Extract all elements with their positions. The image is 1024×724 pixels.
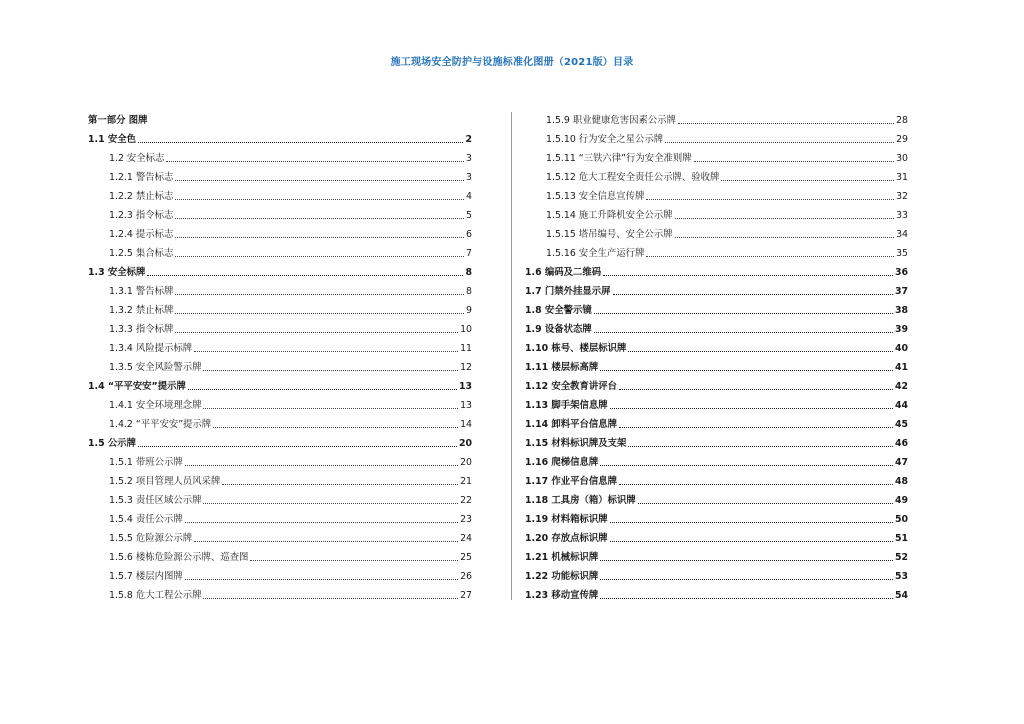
toc-entry-page-number: 26 bbox=[460, 571, 472, 582]
toc-entry-page-number: 49 bbox=[894, 495, 908, 506]
toc-entry[interactable] bbox=[525, 393, 908, 412]
toc-entry[interactable] bbox=[525, 184, 908, 203]
toc-entry-page-number: 48 bbox=[894, 476, 908, 487]
toc-entry[interactable] bbox=[525, 222, 908, 241]
toc-entry-label: 1.23 移动宣传牌 bbox=[525, 590, 599, 601]
dot-leader bbox=[185, 579, 458, 580]
part-heading-label: 第一部分 图牌 bbox=[88, 115, 148, 126]
dot-leader bbox=[138, 446, 457, 447]
toc-entry-label: 1.5.13 安全信息宣传牌 bbox=[546, 191, 645, 202]
toc-right-list bbox=[525, 108, 908, 602]
toc-entry[interactable] bbox=[88, 241, 472, 260]
toc-entry-label: 1.2 安全标志 bbox=[109, 153, 165, 164]
toc-entry[interactable] bbox=[525, 526, 908, 545]
toc-entry[interactable] bbox=[525, 507, 908, 526]
toc-entry-label: 1.6 编码及二维码 bbox=[525, 267, 602, 278]
dot-leader bbox=[638, 503, 893, 504]
toc-entry-label: 1.10 栋号、楼层标识牌 bbox=[525, 343, 627, 354]
toc-entry[interactable] bbox=[88, 545, 472, 564]
toc-entry[interactable] bbox=[88, 203, 472, 222]
toc-entry[interactable] bbox=[88, 184, 472, 203]
toc-entry-page-number: 51 bbox=[894, 533, 908, 544]
toc-entry[interactable] bbox=[525, 127, 908, 146]
toc-entry-label: 1.14 卸料平台信息牌 bbox=[525, 419, 618, 430]
dot-leader bbox=[175, 332, 458, 333]
toc-entry-label: 1.3.3 指令标牌 bbox=[109, 324, 174, 335]
dot-leader bbox=[594, 332, 893, 333]
toc-entry-label: 1.5.16 安全生产运行牌 bbox=[546, 248, 645, 259]
dot-leader bbox=[185, 522, 458, 523]
dot-leader bbox=[594, 313, 893, 314]
toc-entry[interactable] bbox=[88, 298, 472, 317]
toc-entry[interactable] bbox=[525, 241, 908, 260]
dot-leader bbox=[613, 294, 893, 295]
toc-entry-label: 1.5.11 “三铁六律”行为安全准则牌 bbox=[546, 153, 692, 164]
toc-entry-label: 1.5.15 塔吊编号、安全公示牌 bbox=[546, 229, 673, 240]
toc-entry[interactable] bbox=[88, 222, 472, 241]
toc-entry-page-number: 4 bbox=[466, 191, 472, 202]
dot-leader bbox=[675, 237, 895, 238]
toc-entry-label: 1.20 存放点标识牌 bbox=[525, 533, 608, 544]
toc-entry[interactable] bbox=[525, 450, 908, 469]
toc-entry[interactable] bbox=[525, 412, 908, 431]
toc-entry-page-number: 37 bbox=[894, 286, 908, 297]
toc-entry-label: 1.5.10 行为安全之星公示牌 bbox=[546, 134, 664, 145]
toc-entry-page-number: 39 bbox=[894, 324, 908, 335]
dot-leader bbox=[203, 370, 458, 371]
toc-entry-label: 1.4 “平平安安”提示牌 bbox=[88, 381, 186, 392]
dot-leader bbox=[203, 408, 458, 409]
toc-entry-page-number: 20 bbox=[458, 438, 472, 449]
toc-right-column bbox=[525, 108, 908, 602]
dot-leader bbox=[665, 142, 894, 143]
toc-entry-label: 1.5.5 危险源公示牌 bbox=[109, 533, 193, 544]
toc-entry[interactable] bbox=[88, 374, 472, 393]
dot-leader bbox=[166, 161, 464, 162]
toc-entry-page-number: 36 bbox=[894, 267, 908, 278]
toc-entry[interactable] bbox=[88, 279, 472, 298]
toc-entry-label: 1.5 公示牌 bbox=[88, 438, 136, 449]
dot-leader bbox=[694, 161, 894, 162]
dot-leader bbox=[175, 294, 464, 295]
dot-leader bbox=[175, 218, 464, 219]
toc-entry-page-number: 13 bbox=[460, 400, 472, 411]
dot-leader bbox=[600, 579, 893, 580]
toc-entry-label: 1.1 安全色 bbox=[88, 134, 136, 145]
page-title: 施工现场安全防护与设施标准化图册（2021版）目录 bbox=[390, 57, 634, 68]
dot-leader bbox=[721, 180, 894, 181]
toc-entry[interactable] bbox=[88, 127, 472, 146]
dot-leader bbox=[610, 522, 893, 523]
dot-leader bbox=[675, 218, 895, 219]
toc-entry[interactable] bbox=[525, 260, 908, 279]
toc-entry-page-number: 6 bbox=[466, 229, 472, 240]
toc-entry-page-number: 47 bbox=[894, 457, 908, 468]
dot-leader bbox=[188, 389, 457, 390]
toc-entry[interactable] bbox=[525, 317, 908, 336]
dot-leader bbox=[175, 313, 464, 314]
toc-entry-page-number: 25 bbox=[460, 552, 472, 563]
toc-entry-label: 1.5.1 带班公示牌 bbox=[109, 457, 183, 468]
dot-leader bbox=[175, 256, 464, 257]
dot-leader bbox=[175, 199, 464, 200]
dot-leader bbox=[222, 484, 458, 485]
toc-entry-label: 1.2.5 集合标志 bbox=[109, 248, 174, 259]
toc-entry-page-number: 32 bbox=[896, 191, 908, 202]
toc-entry[interactable] bbox=[525, 203, 908, 222]
dot-leader bbox=[213, 427, 458, 428]
toc-entry-label: 1.7 门禁外挂显示屏 bbox=[525, 286, 611, 297]
toc-entry-page-number: 23 bbox=[460, 514, 472, 525]
toc-entry[interactable] bbox=[525, 564, 908, 583]
dot-leader bbox=[610, 541, 893, 542]
toc-entry-label: 1.3.1 警告标牌 bbox=[109, 286, 174, 297]
dot-leader bbox=[610, 408, 893, 409]
toc-entry-page-number: 53 bbox=[894, 571, 908, 582]
dot-leader bbox=[600, 560, 893, 561]
toc-entry-page-number: 44 bbox=[894, 400, 908, 411]
toc-left-column bbox=[88, 108, 472, 602]
toc-entry[interactable] bbox=[525, 488, 908, 507]
toc-entry-page-number: 11 bbox=[460, 343, 472, 354]
toc-entry[interactable] bbox=[88, 146, 472, 165]
toc-entry-label: 1.5.4 责任公示牌 bbox=[109, 514, 183, 525]
toc-entry[interactable] bbox=[88, 412, 472, 431]
toc-entry-page-number: 12 bbox=[460, 362, 472, 373]
toc-entry-label: 1.22 功能标识牌 bbox=[525, 571, 599, 582]
toc-entry-label: 1.17 作业平台信息牌 bbox=[525, 476, 618, 487]
dot-leader bbox=[147, 275, 463, 276]
toc-entry-label: 1.3 安全标牌 bbox=[88, 267, 146, 278]
toc-entry-label: 1.5.2 项目管理人员风采牌 bbox=[109, 476, 221, 487]
toc-entry-page-number: 24 bbox=[460, 533, 472, 544]
toc-entry[interactable] bbox=[525, 583, 908, 602]
toc-entry-label: 1.11 楼层标高牌 bbox=[525, 362, 599, 373]
toc-entry-page-number: 10 bbox=[460, 324, 472, 335]
toc-entry[interactable] bbox=[88, 564, 472, 583]
toc-entry-page-number: 40 bbox=[894, 343, 908, 354]
toc-entry-page-number: 45 bbox=[894, 419, 908, 430]
toc-entry[interactable] bbox=[88, 469, 472, 488]
toc-entry-page-number: 3 bbox=[466, 172, 472, 183]
toc-entry[interactable] bbox=[88, 583, 472, 602]
toc-entry[interactable] bbox=[525, 469, 908, 488]
toc-entry-page-number: 27 bbox=[460, 590, 472, 601]
toc-entry[interactable] bbox=[88, 355, 472, 374]
toc-entry[interactable] bbox=[525, 374, 908, 393]
toc-entry-page-number: 35 bbox=[896, 248, 908, 259]
toc-entry-label: 1.5.12 危大工程安全责任公示牌、验收牌 bbox=[546, 172, 720, 183]
toc-entry[interactable] bbox=[525, 108, 908, 127]
dot-leader bbox=[646, 199, 894, 200]
dot-leader bbox=[194, 541, 458, 542]
toc-entry-label: 1.4.2 “平平安安”提示牌 bbox=[109, 419, 212, 430]
toc-entry[interactable] bbox=[88, 431, 472, 450]
toc-entry[interactable] bbox=[525, 279, 908, 298]
toc-entry[interactable] bbox=[88, 317, 472, 336]
dot-leader bbox=[203, 503, 458, 504]
toc-entry-label: 1.3.2 禁止标牌 bbox=[109, 305, 174, 316]
toc-entry-label: 1.2.2 禁止标志 bbox=[109, 191, 174, 202]
toc-entry[interactable] bbox=[88, 165, 472, 184]
toc-entry[interactable] bbox=[88, 526, 472, 545]
toc-entry-page-number: 54 bbox=[894, 590, 908, 601]
dot-leader bbox=[600, 465, 893, 466]
dot-leader bbox=[619, 427, 893, 428]
toc-entry[interactable] bbox=[525, 298, 908, 317]
toc-entry-page-number: 5 bbox=[466, 210, 472, 221]
toc-entry-page-number: 52 bbox=[894, 552, 908, 563]
dot-leader bbox=[603, 275, 893, 276]
toc-entry[interactable] bbox=[88, 336, 472, 355]
toc-entry-page-number: 2 bbox=[465, 134, 472, 145]
toc-entry[interactable] bbox=[88, 260, 472, 279]
toc-entry-page-number: 38 bbox=[894, 305, 908, 316]
toc-entry-label: 1.8 安全警示镜 bbox=[525, 305, 592, 316]
toc-entry-label: 1.12 安全教育讲评台 bbox=[525, 381, 618, 392]
toc-entry-page-number: 34 bbox=[896, 229, 908, 240]
dot-leader bbox=[619, 484, 893, 485]
dot-leader bbox=[600, 598, 893, 599]
toc-entry-label: 1.2.4 提示标志 bbox=[109, 229, 174, 240]
toc-entry-page-number: 33 bbox=[896, 210, 908, 221]
toc-entry[interactable] bbox=[525, 545, 908, 564]
toc-entry[interactable] bbox=[88, 393, 472, 412]
toc-entry-label: 1.9 设备状态牌 bbox=[525, 324, 592, 335]
toc-entry[interactable] bbox=[88, 507, 472, 526]
toc-entry-page-number: 29 bbox=[896, 134, 908, 145]
toc-entry-page-number: 46 bbox=[894, 438, 908, 449]
column-divider bbox=[511, 112, 512, 600]
toc-entry[interactable] bbox=[525, 146, 908, 165]
toc-entry[interactable] bbox=[88, 488, 472, 507]
dot-leader bbox=[646, 256, 894, 257]
toc-entry-page-number: 20 bbox=[460, 457, 472, 468]
part-heading bbox=[88, 108, 472, 127]
toc-entry-page-number: 21 bbox=[460, 476, 472, 487]
dot-leader bbox=[628, 351, 893, 352]
toc-entry-label: 1.19 材料箱标识牌 bbox=[525, 514, 608, 525]
toc-entry-label: 1.5.7 楼层内图牌 bbox=[109, 571, 183, 582]
toc-entry-label: 1.3.5 安全风险警示牌 bbox=[109, 362, 202, 373]
dot-leader bbox=[250, 560, 458, 561]
dot-leader bbox=[138, 142, 463, 143]
toc-entry-page-number: 8 bbox=[466, 286, 472, 297]
toc-entry-page-number: 42 bbox=[894, 381, 908, 392]
toc-entry-page-number: 7 bbox=[466, 248, 472, 259]
toc-entry-label: 1.2.3 指令标志 bbox=[109, 210, 174, 221]
toc-entry-label: 1.5.14 施工升降机安全公示牌 bbox=[546, 210, 673, 221]
toc-entry[interactable] bbox=[525, 355, 908, 374]
dot-leader bbox=[619, 389, 893, 390]
dot-leader bbox=[203, 598, 458, 599]
dot-leader bbox=[185, 465, 458, 466]
toc-entry-page-number: 8 bbox=[465, 267, 472, 278]
toc-entry-page-number: 22 bbox=[460, 495, 472, 506]
dot-leader bbox=[175, 180, 464, 181]
toc-entry-page-number: 50 bbox=[894, 514, 908, 525]
dot-leader bbox=[600, 370, 893, 371]
toc-entry-label: 1.5.8 危大工程公示牌 bbox=[109, 590, 202, 601]
dot-leader bbox=[194, 351, 458, 352]
toc-entry-label: 1.16 爬梯信息牌 bbox=[525, 457, 599, 468]
toc-entry-page-number: 31 bbox=[896, 172, 908, 183]
toc-entry-label: 1.5.3 责任区域公示牌 bbox=[109, 495, 202, 506]
toc-entry-label: 1.21 机械标识牌 bbox=[525, 552, 599, 563]
toc-entry-page-number: 41 bbox=[894, 362, 908, 373]
toc-entry-label: 1.3.4 风险提示标牌 bbox=[109, 343, 193, 354]
toc-entry-page-number: 14 bbox=[460, 419, 472, 430]
dot-leader bbox=[678, 123, 894, 124]
toc-entry-label: 1.15 材料标识牌及支架 bbox=[525, 438, 627, 449]
toc-entry-label: 1.5.6 楼栋危险源公示牌、巡查图 bbox=[109, 552, 249, 563]
toc-entry[interactable] bbox=[525, 165, 908, 184]
toc-entry[interactable] bbox=[88, 450, 472, 469]
toc-entry-label: 1.2.1 警告标志 bbox=[109, 172, 174, 183]
toc-entry[interactable] bbox=[525, 336, 908, 355]
toc-entry-page-number: 30 bbox=[896, 153, 908, 164]
dot-leader bbox=[175, 237, 464, 238]
toc-left-list bbox=[88, 127, 472, 602]
toc-entry[interactable] bbox=[525, 431, 908, 450]
toc-entry-page-number: 3 bbox=[466, 153, 472, 164]
toc-entry-page-number: 28 bbox=[896, 115, 908, 126]
toc-entry-label: 1.13 脚手架信息牌 bbox=[525, 400, 608, 411]
dot-leader bbox=[628, 446, 893, 447]
toc-entry-page-number: 13 bbox=[458, 381, 472, 392]
toc-entry-label: 1.18 工具房（箱）标识牌 bbox=[525, 495, 636, 506]
toc-entry-label: 1.4.1 安全环境理念牌 bbox=[109, 400, 202, 411]
toc-entry-page-number: 9 bbox=[466, 305, 472, 316]
toc-entry-label: 1.5.9 职业健康危害因素公示牌 bbox=[546, 115, 676, 126]
